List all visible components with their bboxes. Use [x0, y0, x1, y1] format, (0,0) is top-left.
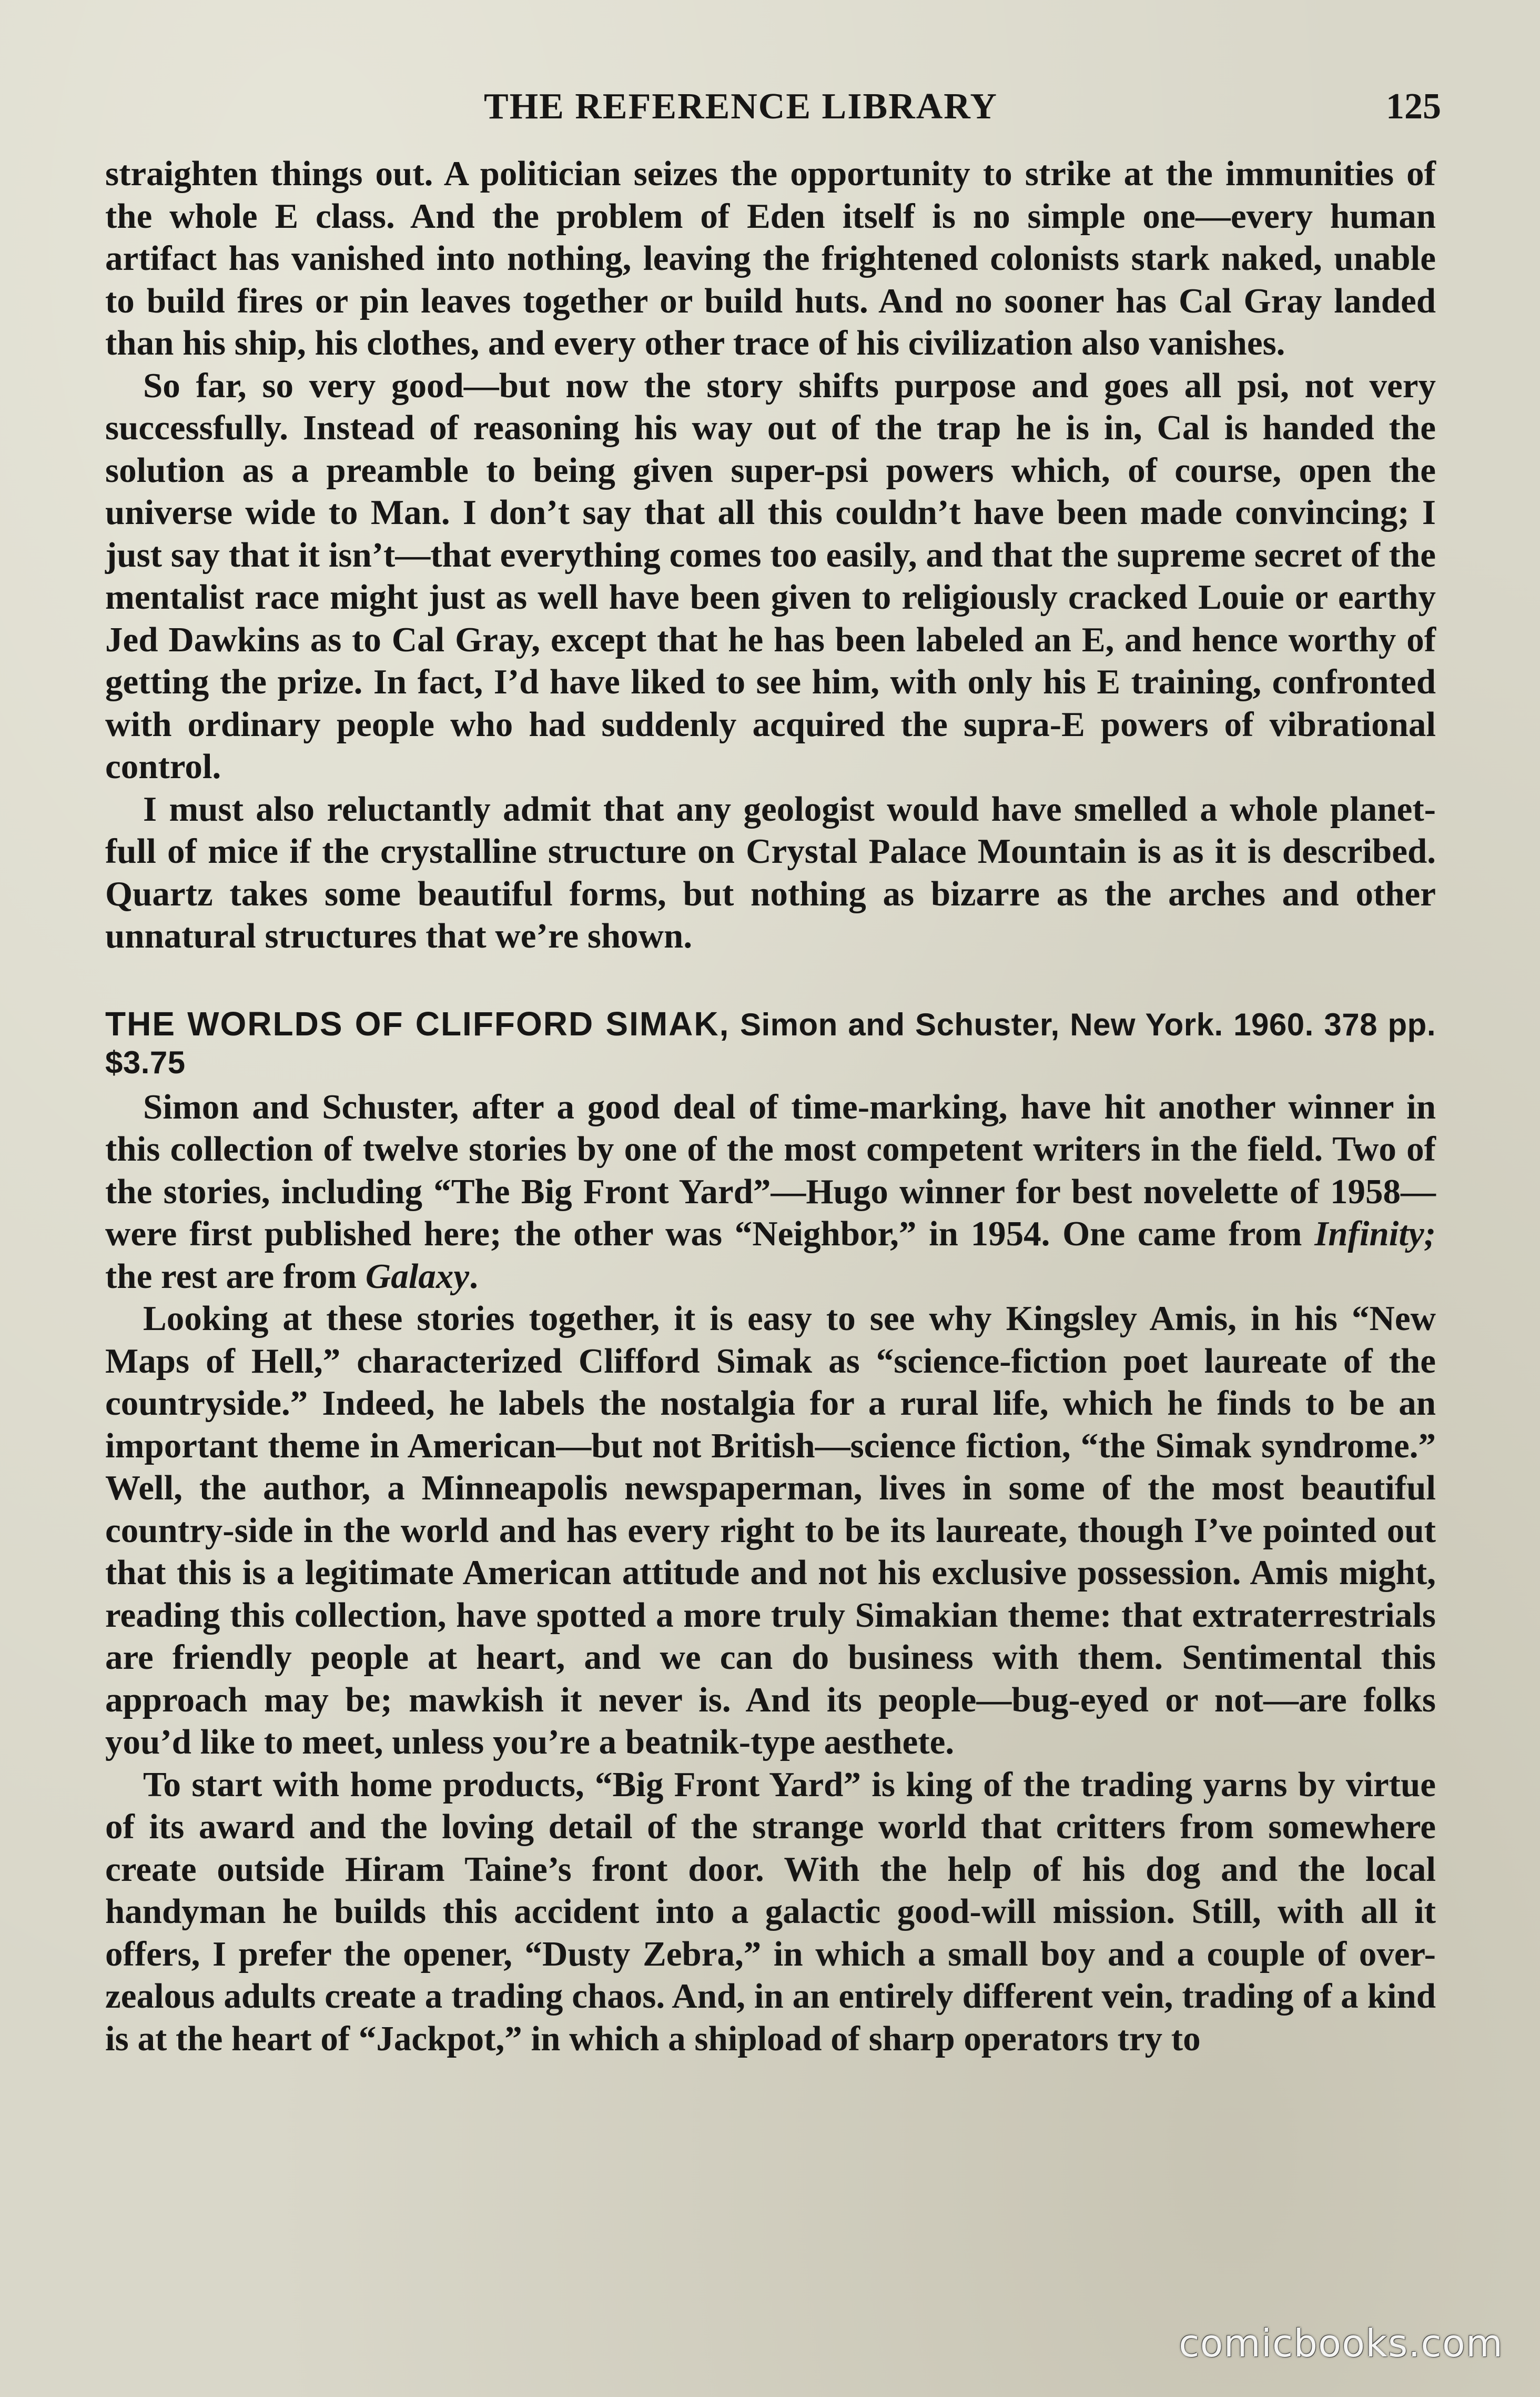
running-title: THE REFERENCE LIBRARY: [484, 86, 998, 127]
page-body: [105, 153, 1436, 2060]
page-number: 125: [1386, 86, 1441, 127]
watermark: comicbooks.com: [1178, 2321, 1503, 2365]
running-header: [95, 83, 1441, 130]
paragraph: [105, 1086, 1436, 1298]
review-book-title: THE WORLDS OF CLIFFORD SIMAK,: [105, 1004, 730, 1043]
paragraph-continued: straighten things out. A politician seizes the opportunity to strike at the immunities of the whole E class. And the problem of Eden itself is no simple one—every human artifact has vanished into nothing, leaving the frightened colonists stark naked, unable to build fires or pin leaves together or build huts. And no sooner has Cal Gray landed than his ship, his clothes, and every other trace of his civilization also vanishes.: [105, 154, 1436, 362]
paragraph: So far, so very good—but now the story shifts purpose and goes all psi, not very successfully. Instead of reasoning his way out of the trap he is in, Cal is handed the solution as a preamble to being given super-psi powers which, of course, open the universe wide to Man. I don’t say that all this couldn’t have been made convincing; I just say that it isn’t—that everything comes too easily, and that the supreme secret of the mentalist race might just as well have been given to religiously cracked Louie or earthy Jed Dawkins as to Cal Gray, except that he has been labeled an E, and hence worthy of getting the prize. In fact, I’d have liked to see him, with only his E training, confronted with ordinary people who had suddenly acquired the supra-E powers of vibrational control.: [105, 366, 1436, 786]
paragraph: To start with home products, “Big Front Yard” is king of the trading yarns by virtue of its award and the loving detail of the strange world that critters from somewhere create outside Hiram Taine’s front door. With the help of his dog and the local handyman he builds this accident into a galactic good-will mission. Still, with all it offers, I prefer the opener, “Dusty Zebra,” in which a small boy and a couple of over-zealous adults create a trading chaos. And, in an entirely different vein, trading of a kind is at the heart of “Jackpot,” in which a shipload of sharp operators try to: [105, 1765, 1436, 2058]
review-book-details: Simon and Schuster, New York. 1960. 378 pp. $3.75: [105, 1006, 1436, 1080]
paragraph-text: Simon and Schuster, after a good deal of time-marking, have hit another winner in this collection of twelve stories by one of the most competent writers in the field. Two of the stories, including “The Big Front Yard”—Hugo winner for best novelette of 1958—were first published here; the other was “Neighbor,” in 1954. One came from: [105, 1087, 1436, 1253]
paragraph-text: the rest are from: [105, 1256, 366, 1296]
magazine-name: Infinity;: [1314, 1214, 1436, 1253]
paragraph: Looking at these stories together, it is easy to see why Kingsley Amis, in his “New Maps of Hell,” characterized Clifford Simak as “science-fiction poet laureate of the countryside.” Indeed, he labels the nostalgia for a rural life, which he finds to be an important theme in American—but not British—science fiction, “the Simak syndrome.” Well, the author, a Minneapolis newspaperman, lives in some of the most beautiful country-side in the world and has every right to be its laureate, though I’ve pointed out that this is a legitimate American attitude and not his exclusive possession. Amis might, reading this collection, have spotted a more truly Simakian theme: that extraterrestrials are friendly people at heart, and we can do business with them. Sentimental this approach may be; mawkish it never is. And its people—bug-eyed or not—are folks you’d like to meet, unless you’re a beatnik-type aesthete.: [105, 1299, 1436, 1761]
paragraph-text: .: [469, 1256, 478, 1296]
magazine-name: Galaxy: [365, 1256, 470, 1296]
paragraph: I must also reluctantly admit that any geologist would have smelled a whole planet-full of mice if the crystalline structure on Crystal Palace Mountain is as it is described. Quartz takes some beautiful forms, but nothing as bizarre as the arches and other unnatural structures that we’re shown.: [105, 789, 1436, 955]
review-heading: [105, 1005, 1436, 1082]
